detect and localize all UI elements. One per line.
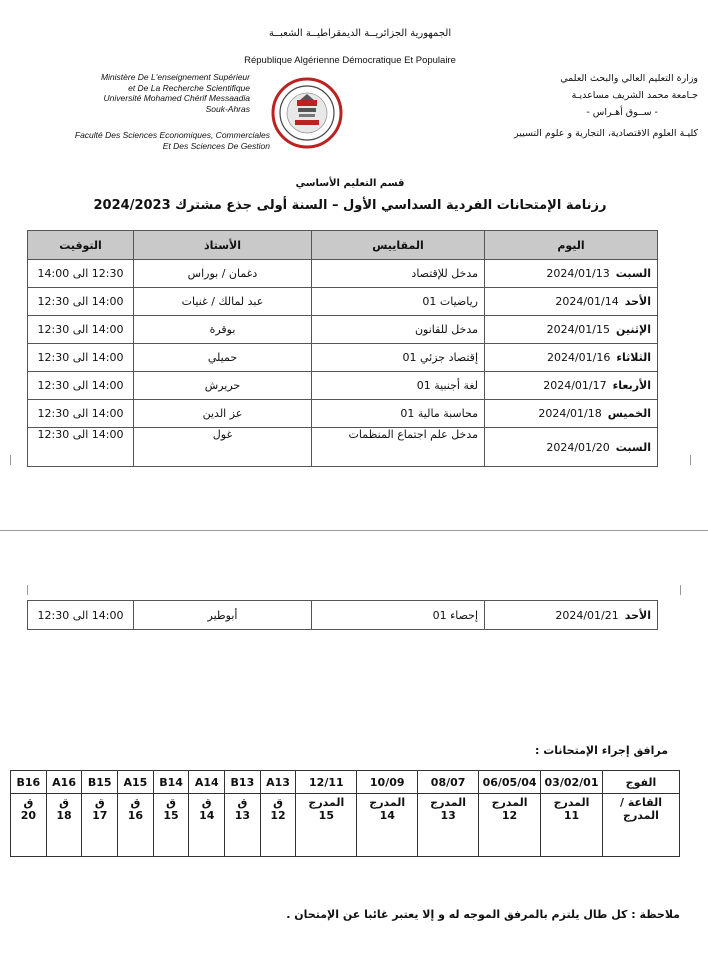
table-row [28, 428, 658, 467]
module-cell: مدخل علم اجتماع المنظمات [312, 428, 485, 467]
page-corner-mark [0, 455, 11, 465]
room-header-cell: القاعة / المدرج [603, 794, 680, 857]
module-cell: مدخل للإقتصاد [312, 260, 485, 288]
university-logo [270, 76, 344, 150]
french-republic-title: République Algérienne Démocratique Et Populaire [244, 55, 456, 66]
room-cell: المدرج 11 [541, 794, 603, 857]
group-cell: 12/11 [296, 771, 357, 794]
arabic-ministry-line: وزارة التعليم العالي والبحث العلمي [560, 73, 698, 84]
time-cell: 14:00 الى 12:30 [28, 344, 134, 372]
day-cell [485, 316, 658, 344]
table-row [28, 344, 658, 372]
table-row [28, 400, 658, 428]
column-header-module: المقاييس [312, 231, 485, 260]
day-cell [485, 400, 658, 428]
group-cell: A14 [189, 771, 225, 794]
group-cell: A15 [118, 771, 154, 794]
exam-schedule-table [27, 230, 658, 467]
day-name: الخميس [607, 407, 651, 420]
group-cell: 10/09 [357, 771, 418, 794]
group-cell: A13 [260, 771, 296, 794]
arabic-faculty-line: كليـة العلوم الاقتصادية، التجارية و علوم التسيير [513, 128, 698, 139]
arabic-republic-title: الجمهورية الجزائريــة الديمقراطيــة الشعبــة [268, 28, 452, 39]
time-cell: 14:00 الى 12:30 [28, 316, 134, 344]
room-cell: ق 16 [118, 794, 154, 857]
page-corner-mark [680, 585, 691, 595]
day-name: الأربعاء [612, 379, 651, 392]
module-cell: محاسبة مالية 01 [312, 400, 485, 428]
french-faculty-line: Faculté Des Sciences Economiques, Commerciales [74, 130, 270, 140]
day-name: السبت [615, 267, 651, 280]
rooms-section-label: مرافق إجراء الإمتحانات : [535, 744, 668, 757]
rooms-table [10, 770, 680, 857]
room-cell: ق 15 [153, 794, 189, 857]
room-cell: المدرج 13 [418, 794, 479, 857]
page-separator [0, 530, 708, 531]
french-faculty-block [40, 130, 270, 151]
time-cell: 12:30 الى 14:00 [28, 260, 134, 288]
groups-row [11, 771, 680, 794]
day-cell [485, 288, 658, 316]
day-cell [485, 372, 658, 400]
exam-date: 2024/01/21 [555, 608, 619, 622]
french-city-line: Souk-Ahras [205, 103, 250, 114]
room-cell: ق 20 [11, 794, 47, 857]
room-cell: ق 12 [260, 794, 296, 857]
time-cell: 14:00 الى 12:30 [28, 428, 134, 467]
arabic-city-line: - ســوق أهـراس - [586, 107, 658, 118]
exam-date: 2024/01/14 [555, 295, 619, 308]
time-cell: 14:00 الى 12:30 [28, 288, 134, 316]
professor-cell: حريرش [134, 372, 312, 400]
rooms-row [11, 794, 680, 857]
room-cell: المدرج 12 [479, 794, 541, 857]
module-cell: إقتصاد جزئي 01 [312, 344, 485, 372]
group-cell: B13 [225, 771, 261, 794]
time-cell: 14:00 الى 12:30 [28, 601, 134, 630]
group-cell: 08/07 [418, 771, 479, 794]
room-cell: المدرج 14 [357, 794, 418, 857]
time-cell: 14:00 الى 12:30 [28, 372, 134, 400]
table-row [28, 372, 658, 400]
module-cell: إحصاء 01 [312, 601, 485, 630]
page-corner-mark [690, 455, 701, 465]
professor-cell: بوقرة [134, 316, 312, 344]
day-cell [485, 428, 658, 467]
day-cell [485, 344, 658, 372]
professor-cell: عبد لمالك / غنيات [134, 288, 312, 316]
exam-date: 2024/01/20 [546, 440, 610, 454]
group-cell: B15 [82, 771, 118, 794]
module-cell: لغة أجنبية 01 [312, 372, 485, 400]
footer-note: ملاحظة : كل طال يلتزم بالمرفق الموجه له و إلا يعتبر غائبا عن الإمتحان . [286, 908, 680, 921]
table-row [28, 288, 658, 316]
arabic-ministry-block [448, 70, 698, 121]
exam-date: 2024/01/18 [538, 407, 602, 420]
table-row [28, 260, 658, 288]
group-cell: 06/05/04 [479, 771, 541, 794]
professor-cell: حميلي [134, 344, 312, 372]
day-name: السبت [615, 440, 651, 454]
exam-date: 2024/01/15 [546, 323, 611, 336]
column-header-day: اليوم [485, 231, 658, 260]
french-ministry-block [40, 72, 250, 114]
professor-cell: أبوطير [134, 601, 312, 630]
page-title: رزنامة الإمتحانات الفردية السداسي الأول – السنة أولى جذع مشترك 2024/2023 [93, 198, 607, 213]
day-cell [485, 260, 658, 288]
module-cell: مدخل للقانون [312, 316, 485, 344]
exam-date: 2024/01/17 [543, 379, 607, 392]
french-university-line: Université Mohamed Chérif Messaadia [103, 93, 250, 103]
exam-date: 2024/01/16 [546, 351, 611, 364]
room-cell: ق 13 [225, 794, 261, 857]
table-row [28, 601, 658, 630]
room-cell: ق 17 [82, 794, 118, 857]
french-faculty-line: Et Des Sciences De Gestion [162, 140, 270, 151]
exam-date: 2024/01/13 [546, 267, 610, 280]
french-ministry-line: Ministère De L'enseignement Supérieur [100, 72, 250, 82]
column-header-professor: الأستاذ [134, 231, 312, 260]
professor-cell: غول [134, 428, 312, 467]
exam-schedule-table-continued [27, 600, 658, 630]
group-cell: B14 [153, 771, 189, 794]
group-cell: B16 [11, 771, 47, 794]
professor-cell: دغمان / بوراس [134, 260, 312, 288]
module-cell: رياضيات 01 [312, 288, 485, 316]
table-row [28, 316, 658, 344]
french-ministry-line: et De La Recherche Scientifique [128, 82, 250, 93]
group-cell: A16 [46, 771, 82, 794]
day-name: الثلاثاء [616, 351, 651, 364]
day-name: الإثنين [616, 323, 651, 336]
room-cell: ق 14 [189, 794, 225, 857]
table-header-row [28, 231, 658, 260]
room-cell: ق 18 [46, 794, 82, 857]
day-name: الأحد [624, 295, 651, 308]
column-header-time: التوقيت [28, 231, 134, 260]
day-cell [485, 601, 658, 630]
arabic-university-line: جـامعة محمد الشريف مساعديـة [571, 90, 698, 101]
group-cell: 03/02/01 [541, 771, 603, 794]
department-title: قسم التعليم الأساسي [295, 178, 405, 189]
group-header-cell: الفوج [603, 771, 680, 794]
page-corner-mark [17, 585, 28, 595]
time-cell: 14:00 الى 12:30 [28, 400, 134, 428]
room-cell: المدرج 15 [296, 794, 357, 857]
professor-cell: عز الدين [134, 400, 312, 428]
day-name: الأحد [624, 608, 651, 622]
